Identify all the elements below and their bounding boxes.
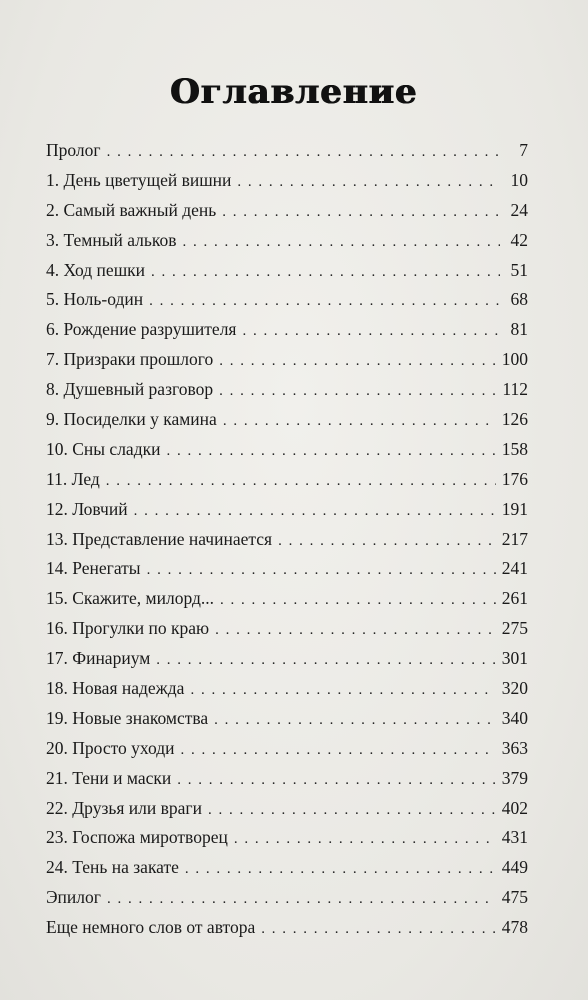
toc-entry-label: 11. Лед [46,468,100,489]
toc-entry-label: 13. Представление начинается [46,528,273,549]
toc-entry-page-number: 241 [501,558,528,579]
toc-entry-page-number: 402 [501,797,528,818]
toc-entry-label: 17. Финариум [46,648,151,669]
toc-entry-page-number: 68 [510,289,528,310]
dot-leader [107,885,496,915]
toc-entry [46,315,528,345]
toc-entry [46,166,528,196]
dot-leader [219,347,496,377]
toc-entry-page-number: 261 [501,588,528,609]
toc-entry-label: 22. Друзья или враги [46,797,202,818]
dot-leader [208,796,496,826]
toc-entry [46,734,528,764]
dot-leader [185,855,496,885]
toc-entry-label: 12. Ловчий [46,498,128,519]
dot-leader [220,586,496,616]
toc-entry [46,644,528,674]
toc-entry-page-number: 379 [501,767,528,788]
dot-leader [214,706,496,736]
toc-entry [46,614,528,644]
toc-entry [46,465,528,495]
toc-entry-page-number: 217 [501,528,528,549]
toc-entry [46,375,528,405]
toc-entry [46,913,528,943]
dot-leader [223,407,496,437]
toc-entry [46,674,528,704]
toc-entry [46,794,528,824]
table-of-contents [46,136,528,943]
toc-entry-page-number: 112 [502,379,528,400]
toc-entry [46,136,528,166]
toc-entry-label: 2. Самый важный день [46,199,217,220]
toc-entry-page-number: 42 [510,229,528,250]
toc-entry [46,764,528,794]
toc-entry-page-number: 340 [501,707,528,728]
toc-entry [46,883,528,913]
dot-leader [107,138,500,168]
toc-entry-label: 20. Просто уходи [46,737,175,758]
dot-leader [151,258,500,288]
toc-entry [46,823,528,853]
toc-entry-page-number: 100 [501,349,528,370]
toc-entry-page-number: 475 [501,887,528,908]
toc-entry-label: 14. Ренегаты [46,558,141,579]
toc-entry-label: 8. Душевный разговор [46,379,214,400]
dot-leader [106,467,496,497]
toc-entry-page-number: 7 [519,140,528,160]
toc-entry-label: 15. Скажите, милорд... [46,588,215,609]
toc-entry [46,704,528,734]
toc-entry-page-number: 363 [501,737,528,758]
toc-entry-page-number: 431 [501,827,528,848]
toc-entry-label: Еще немного слов от автора [46,917,256,938]
toc-entry-label: 7. Призраки прошлого [46,349,214,370]
toc-entry-page-number: 51 [510,259,528,280]
dot-leader [261,915,496,945]
toc-entry-label: 19. Новые знакомства [46,707,209,728]
toc-entry [46,853,528,883]
toc-entry-page-number: 176 [501,468,528,489]
toc-entry-page-number: 320 [501,678,528,699]
dot-leader [278,527,496,557]
dot-leader [234,825,496,855]
toc-entry-page-number: 301 [501,648,528,669]
toc-entry [46,405,528,435]
toc-entry-label: Пролог [46,140,101,160]
dot-leader [183,228,501,258]
toc-entry-page-number: 449 [501,857,528,878]
toc-title: Оглавление [170,72,418,112]
toc-entry [46,226,528,256]
toc-entry-label: 16. Прогулки по краю [46,618,210,639]
dot-leader [219,377,496,407]
dot-leader [149,287,500,317]
dot-leader [180,736,495,766]
toc-entry-page-number: 24 [510,199,528,220]
toc-entry [46,196,528,226]
toc-entry [46,584,528,614]
toc-entry-page-number: 126 [501,409,528,430]
toc-entry-label: 21. Тени и маски [46,767,172,788]
dot-leader [237,168,500,198]
toc-entry-label: 4. Ход пешки [46,259,146,280]
toc-entry-page-number: 275 [501,618,528,639]
dot-leader [147,556,496,586]
toc-entry-label: 24. Тень на закате [46,857,179,878]
toc-entry-label: Эпилог [46,887,101,908]
toc-entry [46,345,528,375]
toc-entry-page-number: 158 [501,438,528,459]
toc-entry [46,435,528,465]
dot-leader [134,497,496,527]
toc-entry [46,285,528,315]
dot-leader [190,676,495,706]
dot-leader [242,317,500,347]
toc-entry-page-number: 81 [510,319,528,340]
toc-entry-label: 6. Рождение разрушителя [46,319,237,340]
dot-leader [222,198,500,228]
toc-entry-label: 3. Темный альков [46,229,177,250]
dot-leader [156,646,495,676]
dot-leader [177,766,496,796]
toc-entry [46,525,528,555]
dot-leader [166,437,495,467]
toc-entry-label: 23. Госпожа миротворец [46,827,228,848]
toc-entry-page-number: 10 [510,169,528,190]
toc-entry-label: 9. Посиделки у камина [46,409,217,430]
toc-entry-label: 18. Новая надежда [46,678,185,699]
toc-entry-page-number: 191 [501,498,528,519]
toc-entry-label: 1. День цветущей вишни [46,169,232,190]
toc-entry [46,495,528,525]
dot-leader [215,616,496,646]
toc-entry-label: 5. Ноль-один [46,289,144,310]
toc-entry-label: 10. Сны сладки [46,438,161,459]
toc-entry-page-number: 478 [501,917,528,938]
toc-entry [46,554,528,584]
toc-entry [46,256,528,286]
